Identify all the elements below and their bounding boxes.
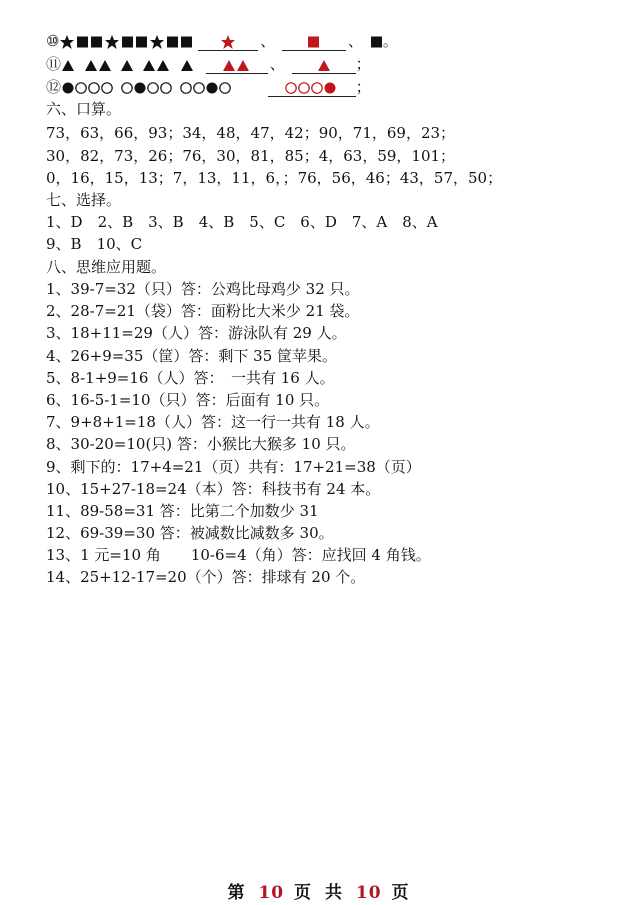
answer-10c <box>370 34 383 50</box>
section-8-title: 八、思维应用题。 <box>46 258 167 276</box>
answer-blank-10a <box>198 34 258 51</box>
pattern-number-11: ⑪ <box>46 55 62 73</box>
circle-filled-icon <box>63 83 74 94</box>
square-icon <box>181 37 192 48</box>
circle-outline-icon <box>286 82 296 92</box>
section-8-line-5: 5、8-1+9=16（人）答： 一共有 16 人。 <box>46 369 335 387</box>
circle-outline-icon <box>220 83 230 93</box>
circle-outline-icon <box>148 83 158 93</box>
answer-blank-10b <box>282 34 346 51</box>
square-icon <box>167 37 178 48</box>
separator: 、 <box>260 32 276 50</box>
section-8-line-4: 4、26+9=35（筐）答：剩下 35 筐苹果。 <box>46 347 338 365</box>
section-8-line-2: 2、28-7=21（袋）答：面粉比大米少 21 袋。 <box>46 302 360 320</box>
section-6-line-3: 0，16，15，13；7，13，11，6，；76，56，46；43，57，50； <box>46 169 503 187</box>
pattern-sequence-10 <box>59 34 193 50</box>
circle-filled-icon <box>135 83 146 94</box>
circle-filled-icon <box>324 82 335 93</box>
answer-blank-11a <box>206 57 268 74</box>
separator: 、 <box>269 55 285 73</box>
section-8-line-13: 13、1 元=10 角 10-6=4（角）答：应找回 4 角钱。 <box>46 546 431 564</box>
section-8-line-14: 14、25+12-17=20（个）答：排球有 20 个。 <box>46 568 366 586</box>
section-8-line-12: 12、69-39=30 答：被减数比减数多 30。 <box>46 524 334 542</box>
triangle-icon <box>237 60 249 71</box>
square-icon <box>136 37 147 48</box>
answer-blank-12 <box>268 80 356 97</box>
square-icon <box>308 36 319 47</box>
triangle-icon <box>62 60 74 71</box>
end-mark: 。 <box>382 32 398 50</box>
section-8-line-10: 10、15+27-18=24（本）答：科技书有 24 本。 <box>46 480 381 498</box>
square-icon <box>371 37 382 48</box>
footer-suffix: 页 <box>391 883 413 903</box>
circle-outline-icon <box>161 83 171 93</box>
circle-outline-icon <box>76 83 86 93</box>
total-page-number: 10 <box>355 883 382 903</box>
triangle-icon <box>143 60 155 71</box>
footer-middle: 页 共 <box>294 883 346 903</box>
circle-outline-icon <box>89 83 99 93</box>
triangle-icon <box>223 60 235 71</box>
end-mark: ； <box>355 78 371 96</box>
section-7-line-1: 1、D 2、B 3、B 4、B 5、C 6、D 7、A 8、A <box>46 213 438 231</box>
circle-filled-icon <box>207 83 218 94</box>
section-7-title: 七、选择。 <box>46 191 122 209</box>
star-icon <box>221 35 235 49</box>
triangle-icon <box>318 60 330 71</box>
triangle-icon <box>85 60 97 71</box>
star-icon <box>105 35 119 49</box>
triangle-icon <box>99 60 111 71</box>
circle-outline-icon <box>122 83 132 93</box>
circle-outline-icon <box>312 82 322 92</box>
triangle-icon <box>121 60 133 71</box>
star-icon <box>60 35 74 49</box>
pattern-sequence-11 <box>61 57 201 73</box>
current-page-number: 10 <box>258 883 285 903</box>
section-8-line-3: 3、18+11=29（人）答：游泳队有 29 人。 <box>46 324 347 342</box>
section-6-line-1: 73，63，66，93；34，48，47，42；90，71，69，23； <box>46 124 456 142</box>
section-6-title: 六、口算。 <box>46 100 122 118</box>
pattern-number-10: ⑩ <box>46 32 60 50</box>
circle-outline-icon <box>299 82 309 92</box>
page-footer <box>0 878 640 903</box>
section-8-line-1: 1、39-7=32（只）答：公鸡比母鸡少 32 只。 <box>46 280 360 298</box>
star-icon <box>150 35 164 49</box>
footer-prefix: 第 <box>227 883 249 903</box>
circle-outline-icon <box>181 83 191 93</box>
section-8-line-6: 6、16-5-1=10（只）答：后面有 10 只。 <box>46 391 330 409</box>
answer-blank-11b <box>292 57 356 74</box>
section-8-line-7: 7、9+8+1=18（人）答：这一行一共有 18 人。 <box>46 413 380 431</box>
section-8-line-11: 11、89-58=31 答：比第二个加数少 31 <box>46 502 319 520</box>
section-6-line-2: 30，82，73，26；76，30，81，85；4，63，59，101； <box>46 147 456 165</box>
section-8-line-9: 9、剩下的：17+4=21（页）共有：17+21=38（页） <box>46 458 421 476</box>
circle-outline-icon <box>102 83 112 93</box>
square-icon <box>77 37 88 48</box>
pattern-number-12: ⑫ <box>46 78 62 96</box>
triangle-icon <box>181 60 193 71</box>
pattern-row-12 <box>46 76 620 98</box>
section-8-line-8: 8、30-20=10(只) 答：小猴比大猴多 10 只。 <box>46 435 356 453</box>
separator: 、 <box>348 32 364 50</box>
square-icon <box>91 37 102 48</box>
pattern-row-10 <box>46 30 620 52</box>
pattern-sequence-12 <box>61 80 257 96</box>
triangle-icon <box>157 60 169 71</box>
pattern-row-11 <box>46 53 620 75</box>
section-7-line-2: 9、B 10、C <box>46 235 143 253</box>
square-icon <box>122 37 133 48</box>
end-mark: ； <box>355 55 371 73</box>
circle-outline-icon <box>194 83 204 93</box>
